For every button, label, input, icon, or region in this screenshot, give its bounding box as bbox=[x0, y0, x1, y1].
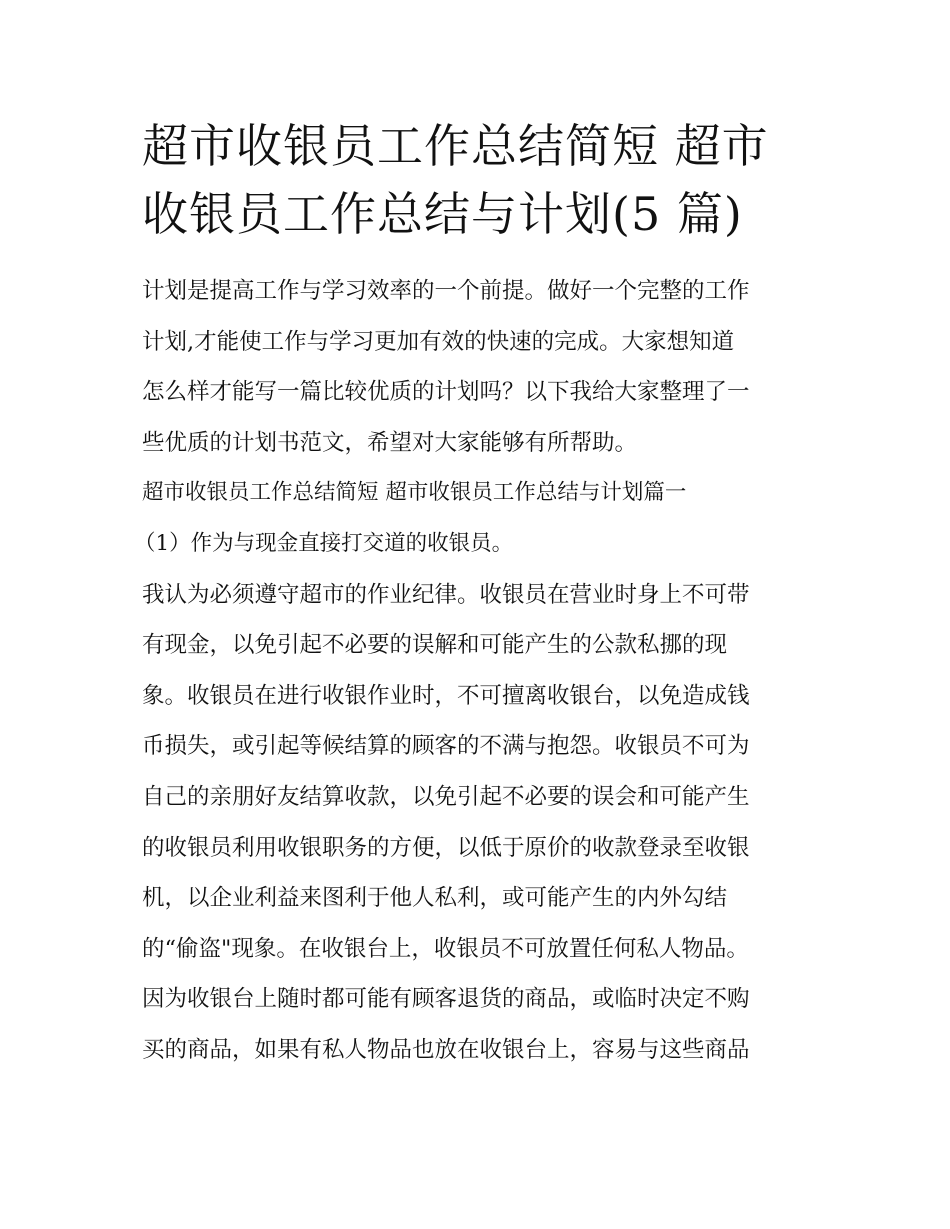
body-line: 机，以企业利益来图利于他人私利，或可能产生的内外勾结 bbox=[142, 885, 728, 912]
body-line: 因为收银台上随时都可能有顾客退货的商品，或临时决定不购 bbox=[142, 986, 750, 1013]
section-heading: 超市收银员工作总结简短 超市收银员工作总结与计划篇一 bbox=[142, 480, 687, 506]
body-line: 有现金，以免引起不必要的误解和可能产生的公款私挪的现 bbox=[142, 632, 728, 659]
body-line: 买的商品，如果有私人物品也放在收银台上，容易与这些商品 bbox=[142, 1036, 750, 1063]
body-line: 的“偷盗"现象。在收银台上，收银员不可放置任何私人物品。 bbox=[142, 935, 749, 962]
title-line: 超市收银员工作总结简短 超市 bbox=[142, 119, 769, 173]
body-line: 象。收银员在进行收银作业时，不可擅离收银台，以免造成钱 bbox=[142, 682, 750, 709]
body-line: 我认为必须遵守超市的作业纪律。收银员在营业时身上不可带 bbox=[142, 581, 750, 608]
title-line: 收银员工作总结与计划(5 篇) bbox=[142, 187, 743, 241]
body-paragraph bbox=[142, 570, 812, 1076]
document-page bbox=[134, 112, 812, 1076]
body-line: 币损失，或引起等候结算的顾客的不满与抱怨。收银员不可为 bbox=[142, 733, 750, 760]
list-item-1: （1）作为与现金直接打交道的收银员。 bbox=[134, 530, 514, 556]
body-line: 自己的亲朋好友结算收款，以免引起不必要的误会和可能产生 bbox=[142, 783, 750, 810]
document-title bbox=[142, 112, 812, 248]
intro-line: 计划是提高工作与学习效率的一个前提。做好一个完整的工作 bbox=[142, 278, 750, 304]
intro-line: 些优质的计划书范文，希望对大家能够有所帮助。 bbox=[142, 429, 638, 456]
intro-paragraph bbox=[142, 266, 812, 468]
intro-line: 怎么样才能写一篇比较优质的计划吗？以下我给大家整理了一 bbox=[142, 379, 750, 406]
intro-line: 计划,才能使工作与学习更加有效的快速的完成。大家想知道 bbox=[142, 328, 735, 355]
body-line: 的收银员利用收银职务的方便，以低于原价的收款登录至收银 bbox=[142, 834, 750, 861]
